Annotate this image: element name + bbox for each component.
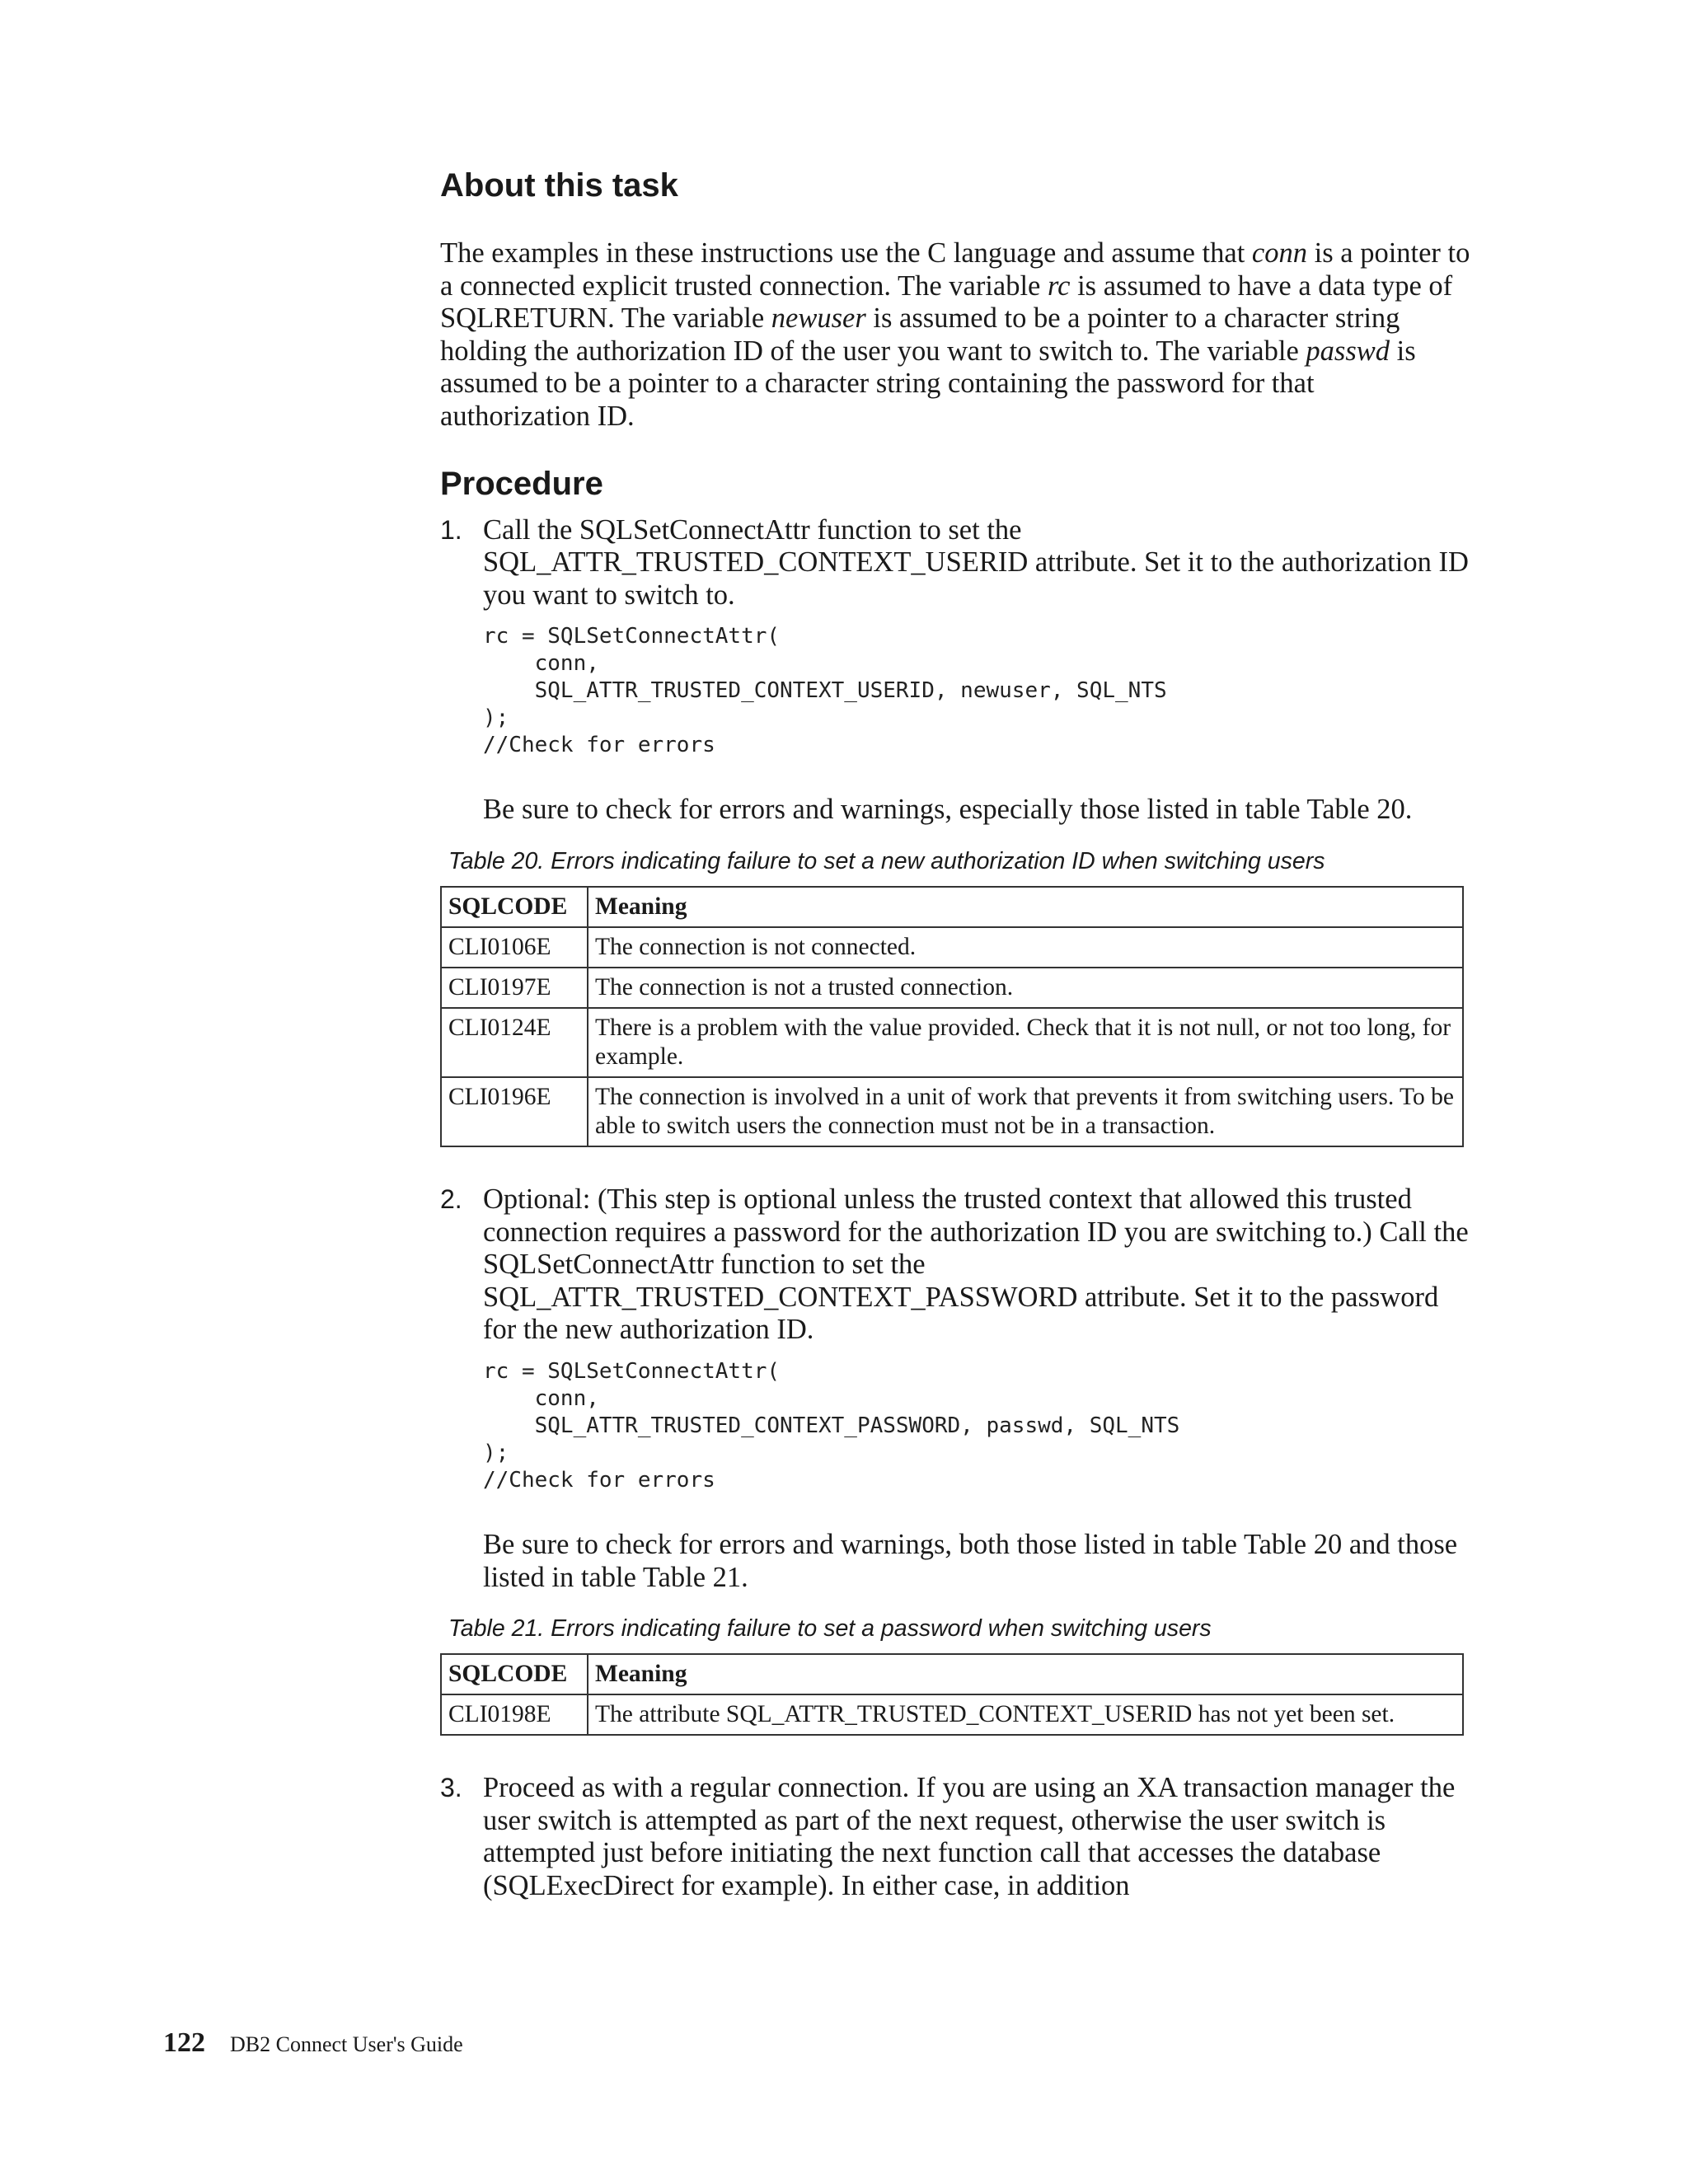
about-heading: About this task bbox=[440, 167, 678, 204]
column-header-meaning: Meaning bbox=[588, 887, 1463, 927]
table-caption: Table 20. Errors indicating failure to set a new authorization ID when switching users bbox=[448, 847, 1325, 874]
step-text: Optional: (This step is optional unless the trusted context that allowed this trusted connection requires a password for the authorization ID you are switching to.) Call the SQLSetConnectAttr function to set the SQL_ATTR_TRUSTED_CONTEXT_PASSWORD attribute. Set it to the password for the new authorization ID. bbox=[483, 1183, 1469, 1346]
about-text-1: The examples in these instructions use the C language and assume that bbox=[440, 237, 1252, 269]
about-var-passwd: passwd bbox=[1306, 335, 1390, 367]
page-footer bbox=[163, 2027, 463, 2059]
page-number: 122 bbox=[163, 2027, 205, 2058]
about-var-rc: rc bbox=[1047, 269, 1071, 302]
cell-sqlcode: CLI0196E bbox=[441, 1077, 588, 1146]
table-row bbox=[441, 968, 1463, 1008]
step-1 bbox=[440, 514, 1470, 1147]
step-number: 1. bbox=[440, 514, 462, 545]
step-2 bbox=[440, 1183, 1470, 1736]
cell-meaning: The connection is not a trusted connection. bbox=[588, 968, 1463, 1008]
table-caption: Table 21. Errors indicating failure to set a password when switching users bbox=[448, 1615, 1212, 1643]
book-title: DB2 Connect User's Guide bbox=[230, 2032, 463, 2056]
cell-meaning: The attribute SQL_ATTR_TRUSTED_CONTEXT_USERID has not yet been set. bbox=[588, 1694, 1463, 1735]
step-number: 2. bbox=[440, 1183, 462, 1214]
about-text-5: is assumed to be a pointer to a character string containing the password for that authorization ID. bbox=[440, 335, 1416, 432]
step-note: Be sure to check for errors and warnings, both those listed in table Table 20 and those listed in table Table 21. bbox=[483, 1528, 1458, 1593]
about-var-conn: conn bbox=[1251, 237, 1307, 269]
about-paragraph bbox=[440, 237, 1470, 434]
column-header-sqlcode: SQLCODE bbox=[441, 1654, 588, 1694]
table-row bbox=[441, 1694, 1463, 1735]
table-row bbox=[441, 1077, 1463, 1146]
procedure-steps bbox=[440, 514, 1470, 1903]
step-note: Be sure to check for errors and warnings, especially those listed in table Table 20. bbox=[483, 794, 1413, 826]
cell-sqlcode: CLI0124E bbox=[441, 1008, 588, 1077]
table-header-row bbox=[441, 1654, 1463, 1694]
cell-sqlcode: CLI0198E bbox=[441, 1694, 588, 1735]
table-row bbox=[441, 1008, 1463, 1077]
step-number: 3. bbox=[440, 1773, 462, 1803]
about-var-newuser: newuser bbox=[771, 302, 866, 335]
table-header-row bbox=[441, 887, 1463, 927]
code-block: rc = SQLSetConnectAttr( conn, SQL_ATTR_TRUSTED_CONTEXT_USERID, newuser, SQL_NTS ); //Check for errors bbox=[483, 624, 1167, 758]
about-text-2: is a pointer to a connected explicit trusted connection. The variable bbox=[440, 237, 1470, 302]
cell-meaning: The connection is not connected. bbox=[588, 927, 1463, 968]
page-content bbox=[440, 165, 1470, 1902]
step-text: Proceed as with a regular connection. If you are using an XA transaction manager the user switch is attempted as part of the next request, otherwise the user switch is attempted just before initiating the next function call that accesses the database (SQLExecDirect for example). In either case, in addition bbox=[483, 1772, 1456, 1901]
about-text-4: is assumed to be a pointer to a character string holding the authorization ID of the user you want to switch to. The variable bbox=[440, 302, 1400, 367]
step-3 bbox=[440, 1772, 1470, 1902]
cell-meaning: The connection is involved in a unit of work that prevents it from switching users. To be able to switch users the connection must not be in a transaction. bbox=[588, 1077, 1463, 1146]
column-header-meaning: Meaning bbox=[588, 1654, 1463, 1694]
errors-table-20 bbox=[440, 886, 1464, 1147]
cell-meaning: There is a problem with the value provided. Check that it is not null, or not too long, for example. bbox=[588, 1008, 1463, 1077]
step-text: Call the SQLSetConnectAttr function to set the SQL_ATTR_TRUSTED_CONTEXT_USERID attribute. Set it to the authorization ID you want to switch to. bbox=[483, 513, 1469, 611]
column-header-sqlcode: SQLCODE bbox=[441, 887, 588, 927]
cell-sqlcode: CLI0197E bbox=[441, 968, 588, 1008]
procedure-heading: Procedure bbox=[440, 465, 603, 502]
table-row bbox=[441, 927, 1463, 968]
cell-sqlcode: CLI0106E bbox=[441, 927, 588, 968]
errors-table-21 bbox=[440, 1653, 1464, 1736]
code-block: rc = SQLSetConnectAttr( conn, SQL_ATTR_TRUSTED_CONTEXT_PASSWORD, passwd, SQL_NTS ); //Check for errors bbox=[483, 1358, 1180, 1493]
about-text-3: is assumed to have a data type of SQLRETURN. The variable bbox=[440, 269, 1453, 335]
